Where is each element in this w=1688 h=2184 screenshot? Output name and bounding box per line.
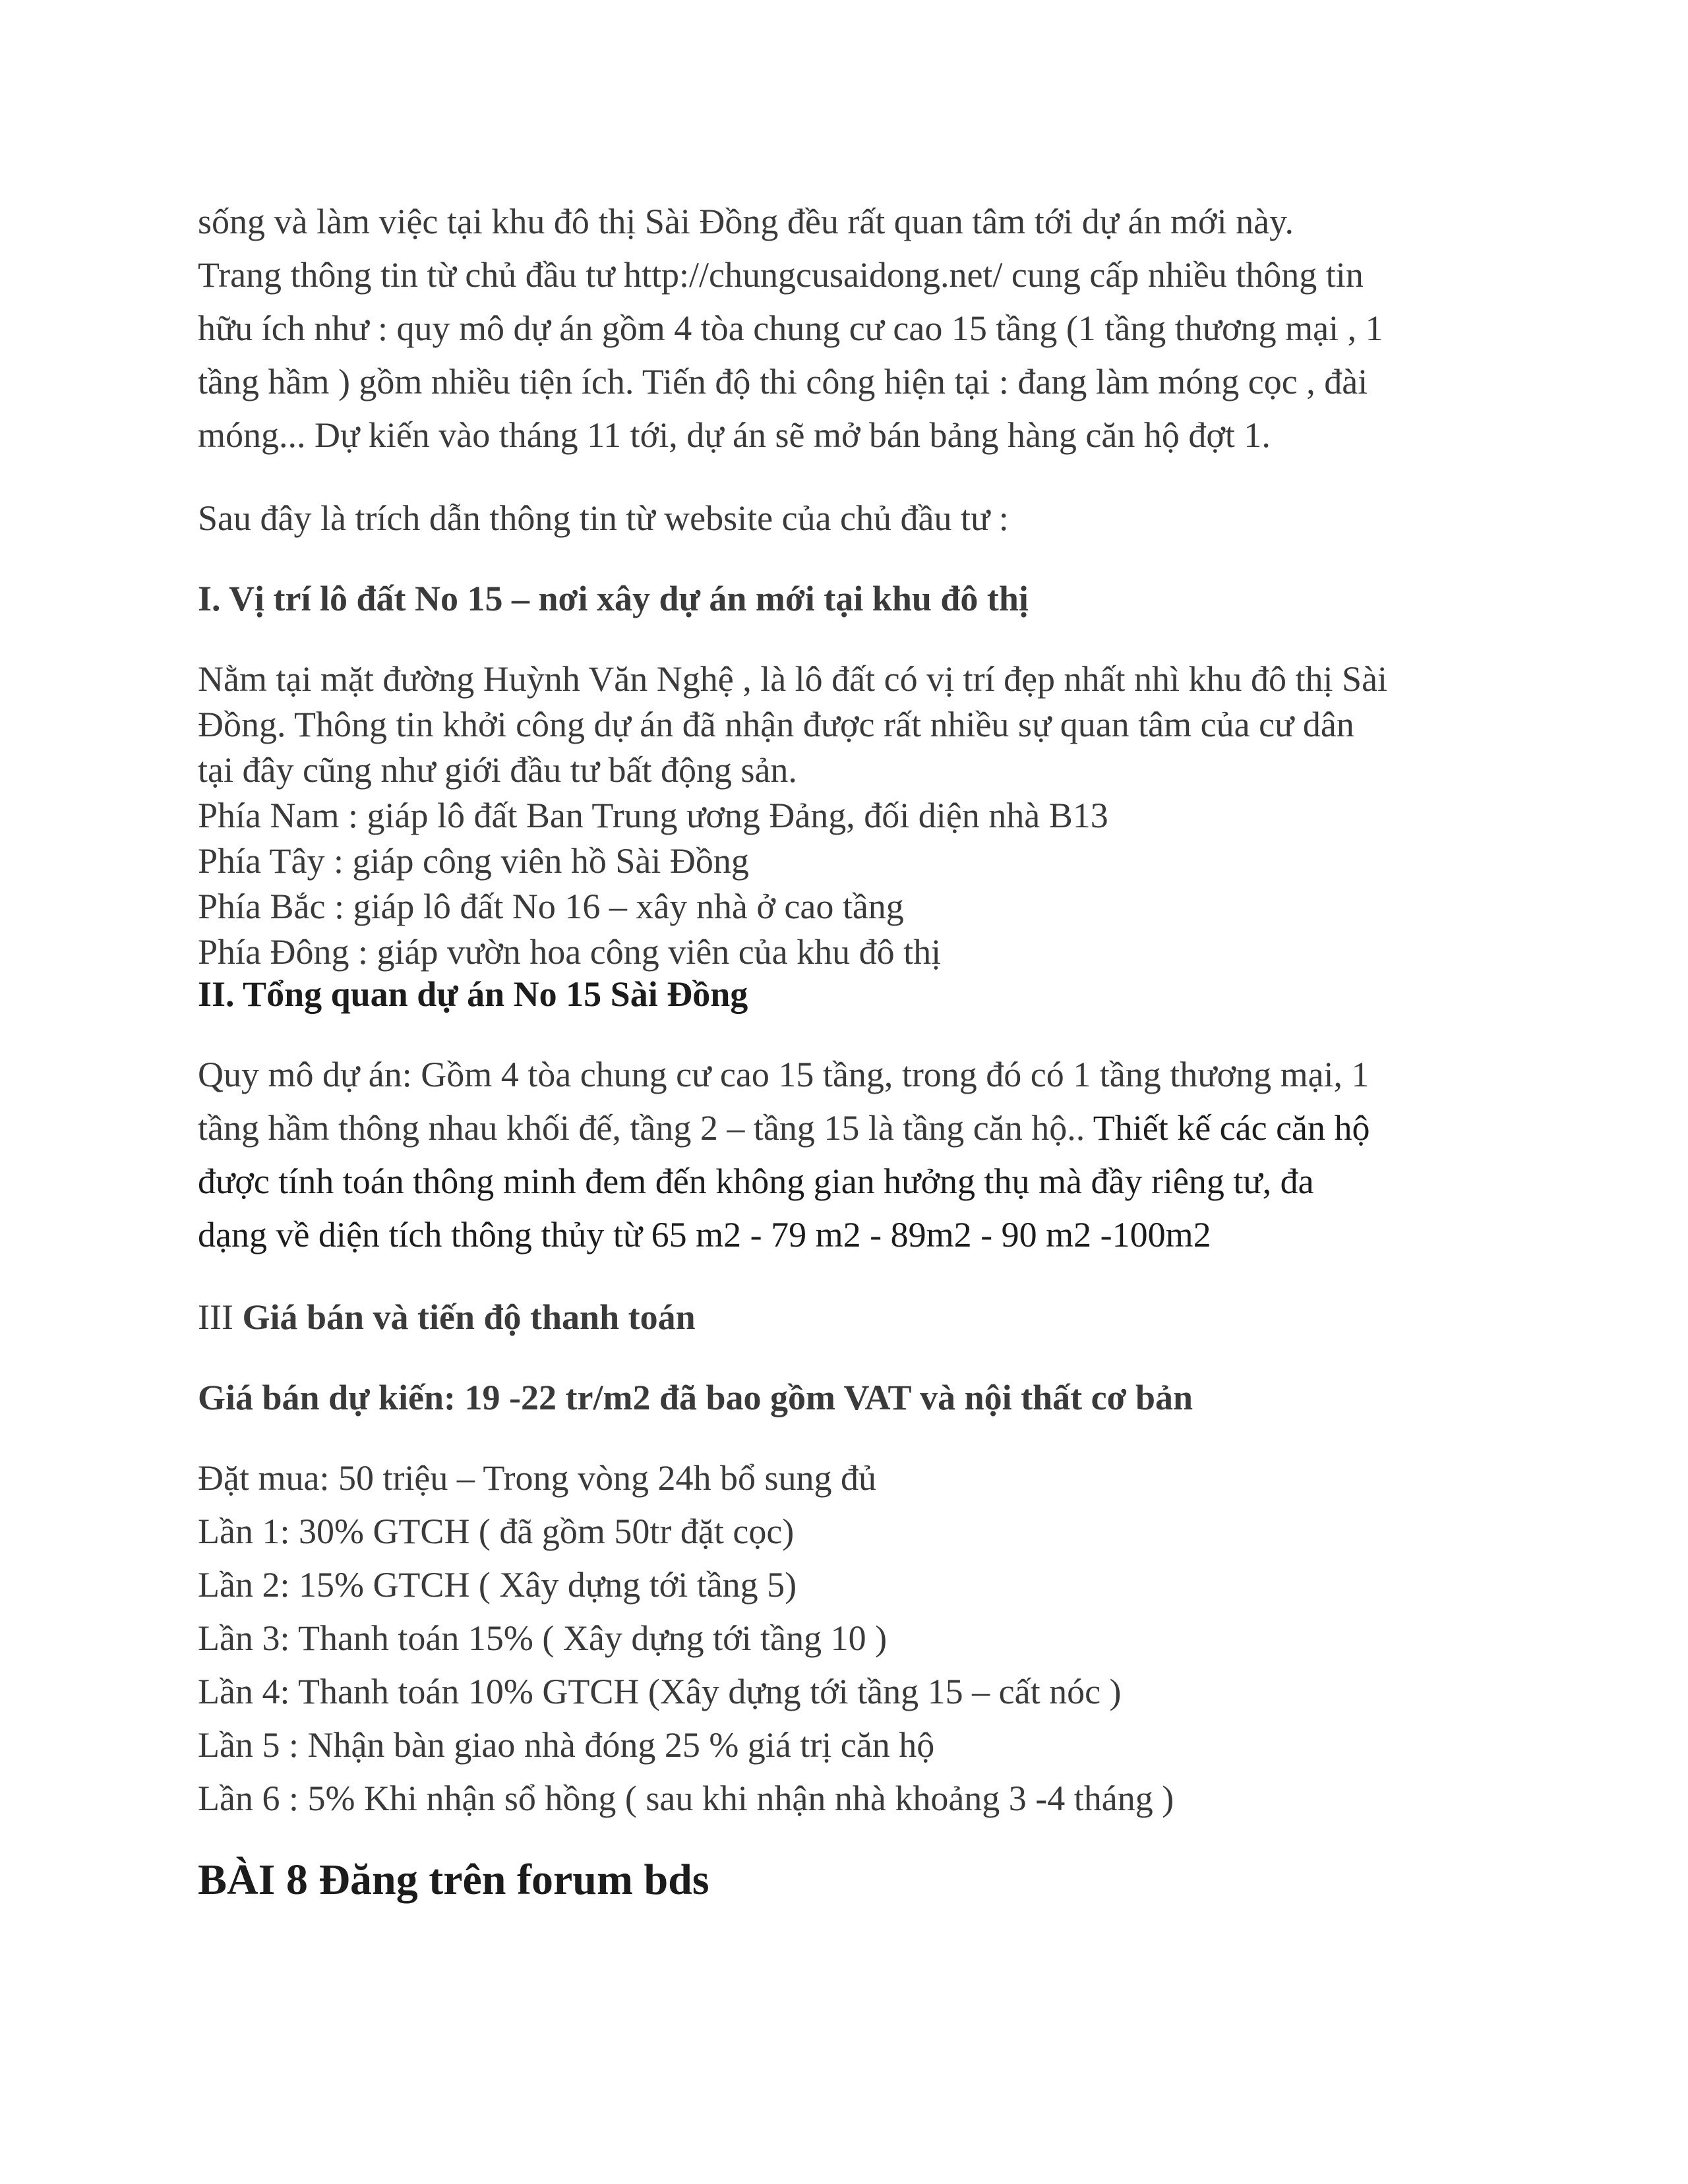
schedule-item: Đặt mua: 50 triệu – Trong vòng 24h bổ sung đủ	[198, 1458, 877, 1498]
intro-line: hữu ích như : quy mô dự án gồm 4 tòa chung cư cao 15 tầng (1 tầng thương mại , 1	[198, 309, 1383, 348]
section-2-line: Quy mô dự án: Gồm 4 tòa chung cư cao 15 tầng, trong đó có 1 tầng thương mại, 1	[198, 1055, 1370, 1094]
intro-line: sống và làm việc tại khu đô thị Sài Đồng đều rất quan tâm tới dự án mới này.	[198, 202, 1294, 241]
intro-line: móng... Dự kiến vào tháng 11 tới, dự án sẽ mở bán bảng hàng căn hộ đợt 1.	[198, 415, 1271, 455]
schedule-item: Lần 2: 15% GTCH ( Xây dựng tới tầng 5)	[198, 1565, 797, 1605]
section-2-line: được tính toán thông minh đem đến không gian hưởng thụ mà đầy riêng tư, đa	[198, 1162, 1314, 1201]
section-1-heading: I. Vị trí lô đất No 15 – nơi xây dự án mới tại khu đô thị	[198, 579, 1029, 618]
intro-line: Trang thông tin từ chủ đầu tư http://chungcusaidong.net/ cung cấp nhiều thông tin	[198, 255, 1364, 295]
schedule-item: Lần 6 : 5% Khi nhận sổ hồng ( sau khi nhận nhà khoảng 3 -4 tháng )	[198, 1779, 1174, 1818]
section-2-line: dạng về diện tích thông thủy từ 65 m2 - 79 m2 - 89m2 - 90 m2 -100m2	[198, 1215, 1211, 1254]
schedule-item: Lần 3: Thanh toán 15% ( Xây dựng tới tầng 10 )	[198, 1618, 888, 1658]
section-1-line: Phía Tây : giáp công viên hồ Sài Đồng	[198, 841, 749, 881]
schedule-item: Lần 1: 30% GTCH ( đã gồm 50tr đặt cọc)	[198, 1512, 795, 1551]
section-1-line: Phía Đông : giáp vườn hoa công viên của khu đô thị	[198, 932, 942, 972]
intro-line: tầng hầm ) gồm nhiều tiện ích. Tiến độ thi công hiện tại : đang làm móng cọc , đài	[198, 362, 1368, 401]
section-1-line: Nằm tại mặt đường Huỳnh Văn Nghệ , là lô đất có vị trí đẹp nhất nhì khu đô thị Sài	[198, 659, 1388, 699]
section-2-line-light: tầng hầm thông nhau khối đế, tầng 2 – tầng 15 là tầng căn hộ..	[198, 1108, 1093, 1148]
section-1-line: Phía Nam : giáp lô đất Ban Trung ương Đảng, đối diện nhà B13	[198, 796, 1108, 835]
section-2-line	[198, 1102, 1370, 1154]
price-line: Giá bán dự kiến: 19 -22 tr/m2 đã bao gồm VAT và nội thất cơ bản	[198, 1378, 1193, 1417]
quote-intro: Sau đây là trích dẫn thông tin từ website của chủ đầu tư :	[198, 498, 1009, 538]
schedule-item: Lần 5 : Nhận bàn giao nhà đóng 25 % giá trị căn hộ	[198, 1725, 935, 1765]
section-1-line: tại đây cũng như giới đầu tư bất động sản.	[198, 750, 797, 790]
schedule-item: Lần 4: Thanh toán 10% GTCH (Xây dựng tới tầng 15 – cất nóc )	[198, 1672, 1122, 1711]
section-1-line: Phía Bắc : giáp lô đất No 16 – xây nhà ở cao tầng	[198, 887, 904, 926]
article-title: BÀI 8 Đăng trên forum bds	[198, 1856, 709, 1904]
section-3-heading	[198, 1291, 696, 1343]
section-2-line-dark: Thiết kế các căn hộ	[1093, 1108, 1370, 1148]
section-3-prefix: III	[198, 1297, 243, 1337]
section-1-line: Đồng. Thông tin khởi công dự án đã nhận được rất nhiều sự quan tâm của cư dân	[198, 705, 1354, 744]
section-3-title: Giá bán và tiến độ thanh toán	[242, 1297, 696, 1337]
section-2-heading: II. Tổng quan dự án No 15 Sài Đồng	[198, 974, 748, 1014]
